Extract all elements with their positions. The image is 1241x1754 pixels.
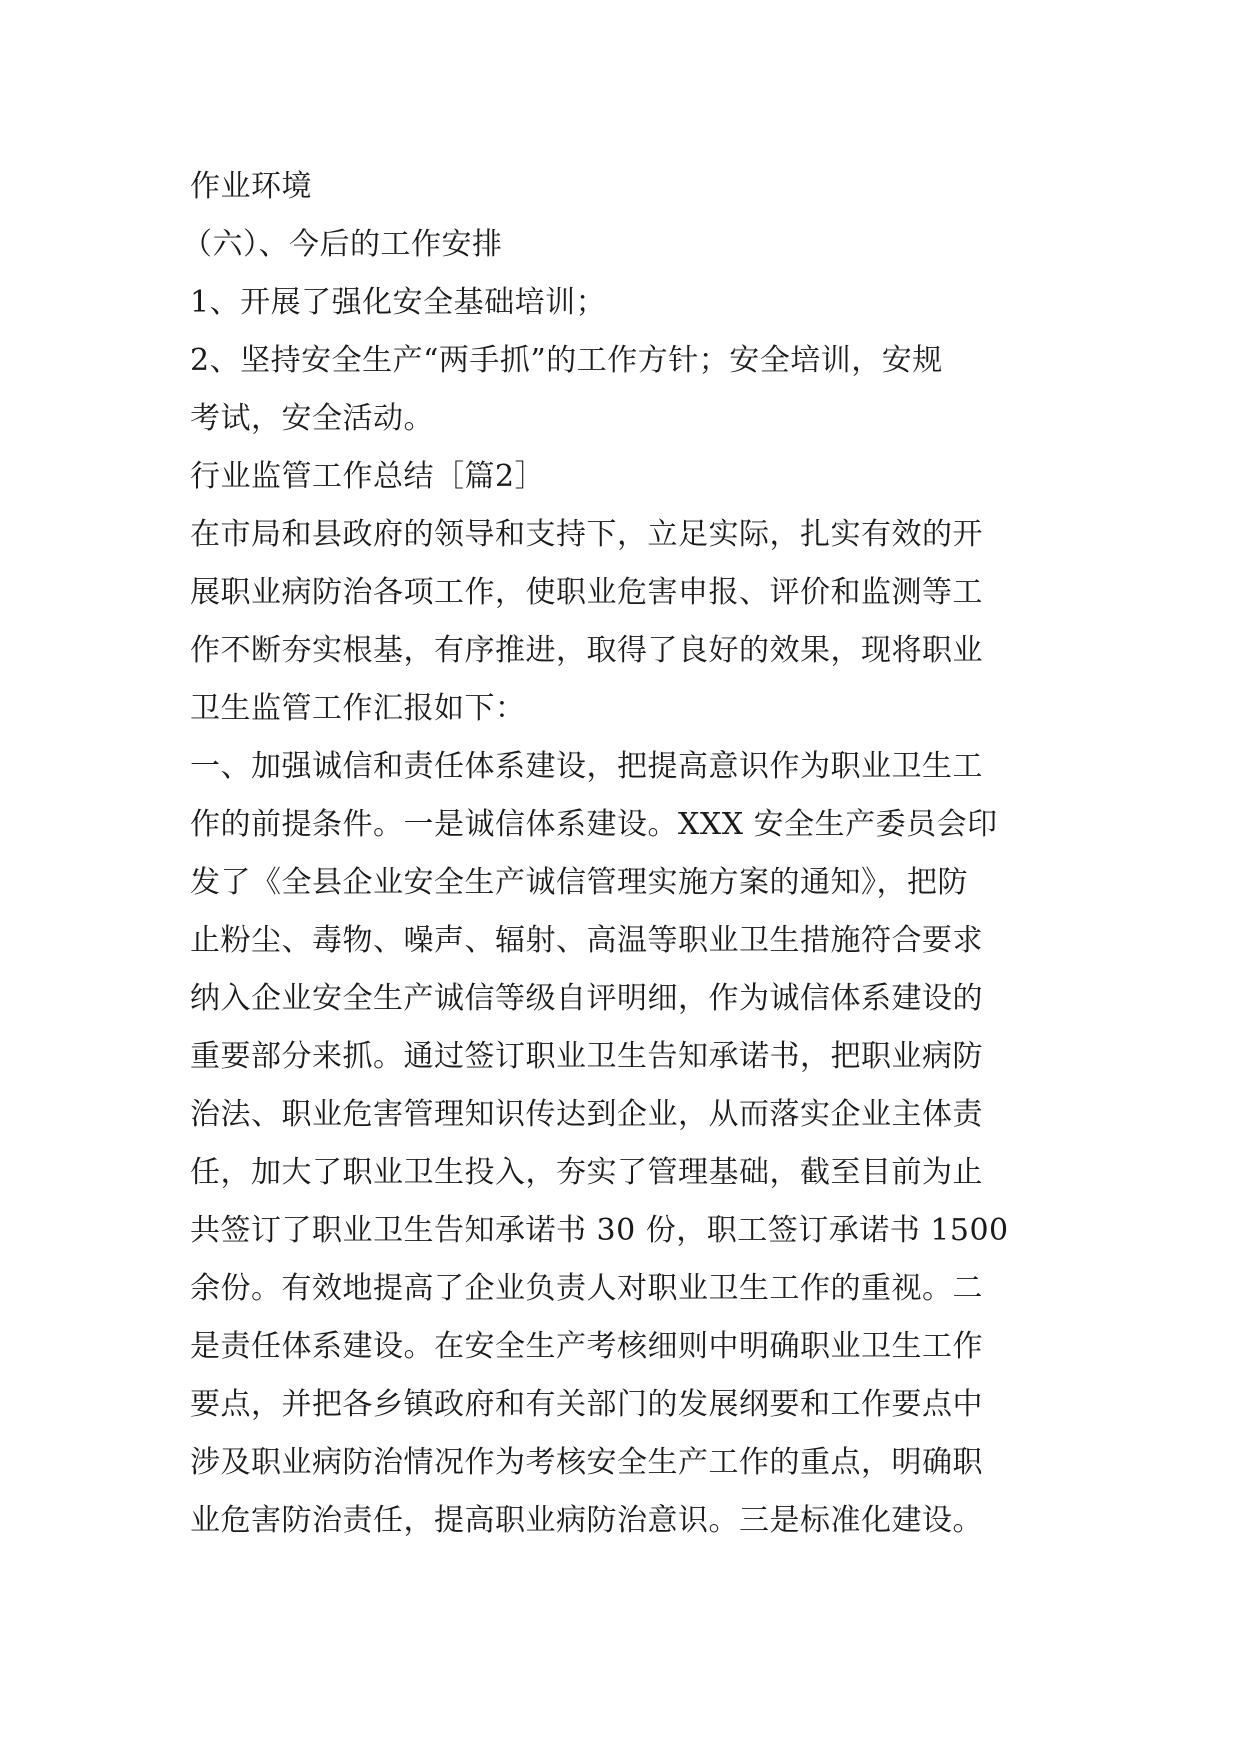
text-line: 作业环境 [190, 169, 312, 204]
text-line: 余份。有效地提高了企业负责人对职业卫生工作的重视。二 [190, 1271, 983, 1306]
text-line: 重要部分来抓。通过签订职业卫生告知承诺书，把职业病防 [190, 1039, 983, 1074]
list-item: 2、坚持安全生产“两手抓”的工作方针；安全培训，安规 [190, 343, 943, 378]
text-line: 展职业病防治各项工作，使职业危害申报、评价和监测等工 [190, 575, 983, 610]
section-heading: （六）、今后的工作安排 [182, 227, 503, 262]
text-line: 业危害防治责任，提高职业病防治意识。三是标准化建设。 [190, 1503, 983, 1538]
article-title: 行业监管工作总结［篇2］ [190, 459, 546, 494]
text-line: 任，加大了职业卫生投入，夯实了管理基础，截至目前为止 [190, 1155, 983, 1190]
list-item: 1、开展了强化安全基础培训； [190, 285, 607, 320]
text-line: 纳入企业安全生产诚信等级自评明细，作为诚信体系建设的 [190, 981, 983, 1016]
document-body [182, 158, 1070, 1550]
text-line: 共签订了职业卫生告知承诺书 30 份，职工签订承诺书 1500 [190, 1213, 1009, 1248]
text-line: 治法、职业危害管理知识传达到企业，从而落实企业主体责 [190, 1097, 983, 1132]
text-line: 涉及职业病防治情况作为考核安全生产工作的重点，明确职 [190, 1445, 983, 1480]
text-line: 要点，并把各乡镇政府和有关部门的发展纲要和工作要点中 [190, 1387, 983, 1422]
text-line: 作不断夯实根基，有序推进，取得了良好的效果，现将职业 [190, 633, 983, 668]
text-line: 卫生监管工作汇报如下： [190, 691, 526, 726]
text-line: 作的前提条件。一是诚信体系建设。XXX 安全生产委员会印 [190, 807, 998, 842]
text-line: 考试，安全活动。 [190, 401, 434, 436]
text-line: 是责任体系建设。在安全生产考核细则中明确职业卫生工作 [190, 1329, 983, 1364]
text-line: 在市局和县政府的领导和支持下，立足实际，扎实有效的开 [190, 517, 983, 552]
text-line: 一、加强诚信和责任体系建设，把提高意识作为职业卫生工 [190, 749, 983, 784]
text-line: 发了《全县企业安全生产诚信管理实施方案的通知》，把防 [190, 865, 968, 900]
text-line: 止粉尘、毒物、噪声、辐射、高温等职业卫生措施符合要求 [190, 923, 983, 958]
